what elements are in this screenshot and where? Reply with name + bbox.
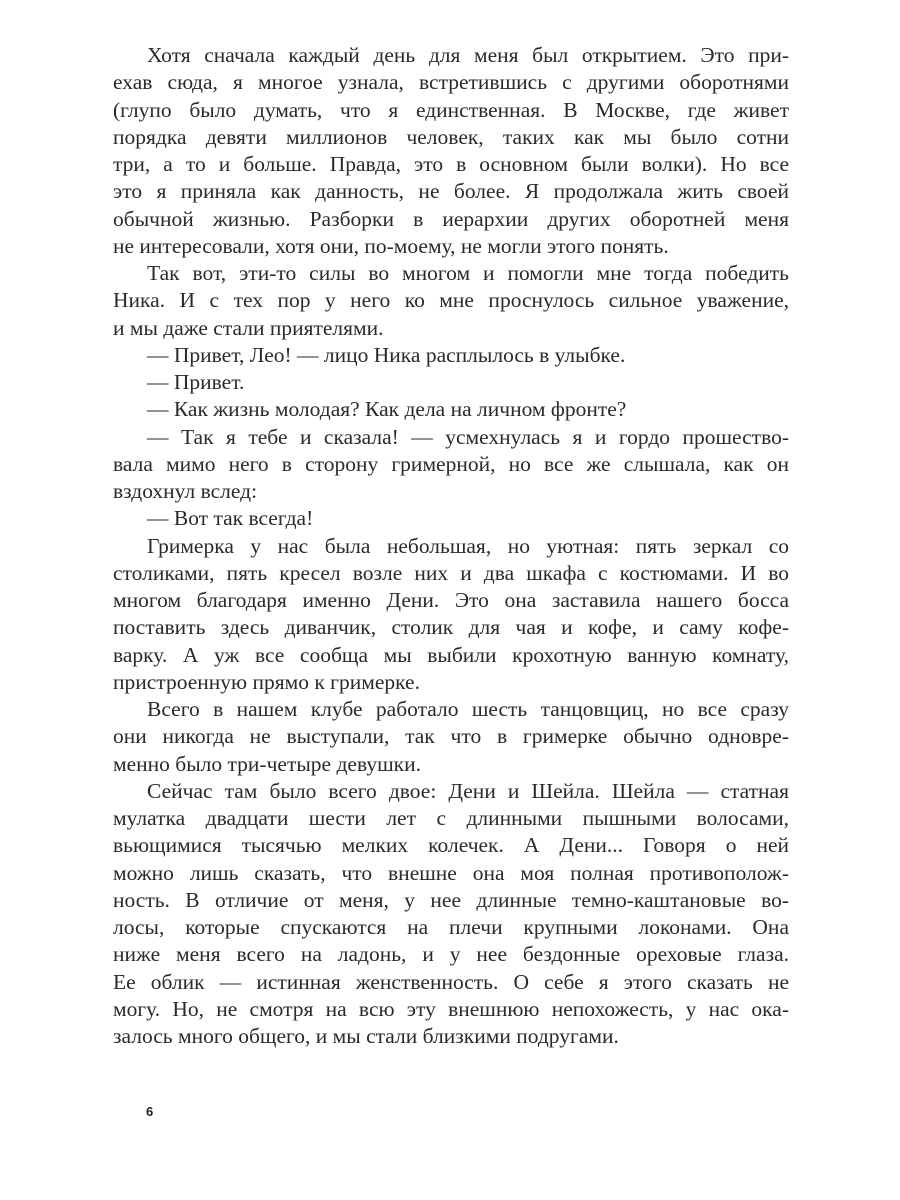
page-body-text (113, 42, 789, 1050)
text-line: и мы даже стали приятелями. (113, 315, 384, 340)
text-line: порядка девяти миллионов человек, таких как мы было сотни (113, 124, 789, 149)
text-line: Ника. И с тех пор у него ко мне проснулось сильное уважение, (113, 288, 789, 313)
text-line: поставить здесь диванчик, столик для чая и кофе, и саму кофе- (113, 615, 789, 640)
text-line: они никогда не выступали, так что в гримерке обычно одновре- (113, 724, 789, 749)
text-line: Всего в нашем клубе работало шесть танцовщиц, но все сразу (147, 697, 789, 721)
paragraph (113, 42, 789, 260)
text-line: Сейчас там было всего двое: Дени и Шейла. Шейла — статная (147, 778, 789, 803)
text-line: столиками, пять кресел возле них и два шкафа с костюмами. И во (113, 560, 789, 585)
text-line: вала мимо него в сторону гримерной, но все же слышала, как он (113, 451, 789, 476)
text-line: мулатка двадцати шести лет с длинными пышными волосами, (113, 806, 789, 830)
text-line: — Привет. (147, 370, 245, 394)
paragraph (113, 424, 789, 506)
text-line: — Вот так всегда! (147, 506, 314, 531)
text-line: — Как жизнь молодая? Как дела на личном фронте? (147, 397, 627, 422)
text-line: — Привет, Лео! — лицо Ника расплылось в улыбке. (147, 342, 626, 367)
text-line: Так вот, эти-то силы во многом и помогли мне тогда победить (147, 261, 789, 285)
text-line: Гримерка у нас была небольшая, но уютная: пять зеркал со (147, 533, 789, 558)
text-line: (глупо было думать, что я единственная. В Москве, где живет (113, 97, 789, 122)
paragraph (113, 396, 789, 423)
text-line: многом благодаря именно Дени. Это она заставила нашего босса (113, 588, 789, 612)
text-line: пристроенную прямо к гримерке. (113, 669, 420, 694)
paragraph (113, 369, 789, 396)
text-line: не интересовали, хотя они, по-моему, не могли этого понять. (113, 233, 669, 258)
paragraph (113, 260, 789, 342)
text-line: залось много общего, и мы стали близкими подругами. (113, 1024, 619, 1048)
paragraph (113, 778, 789, 1051)
paragraph (113, 533, 789, 697)
text-line: это я приняла как данность, не более. Я продолжала жить своей (113, 179, 789, 204)
paragraph (113, 342, 789, 369)
text-line: ехав сюда, я многое узнала, встретившись с другими оборотнями (113, 70, 789, 95)
text-line: лосы, которые спускаются на плечи крупными локонами. Она (113, 915, 789, 939)
text-line: могу. Но, не смотря на всю эту внешнюю непохожесть, у нас ока- (113, 996, 789, 1021)
page-number: 6 (146, 1104, 154, 1119)
text-line: три, а то и больше. Правда, это в основном были волки). Но все (113, 152, 789, 176)
text-line: варку. А уж все сообща мы выбили крохотную ванную комнату, (113, 642, 789, 667)
text-line: Хотя сначала каждый день для меня был открытием. Это при- (147, 43, 789, 67)
text-line: — Так я тебе и сказала! — усмехнулась я и гордо прошество- (147, 424, 789, 449)
paragraph (113, 696, 789, 778)
text-line: вздохнул вслед: (113, 479, 258, 503)
text-line: Ее облик — истинная женственность. О себе я этого сказать не (113, 969, 789, 994)
text-line: обычной жизнью. Разборки в иерархии других оборотней меня (113, 206, 789, 231)
text-line: менно было три-четыре девушки. (113, 751, 421, 776)
text-line: вьющимися тысячью мелких колечек. А Дени... Говоря о ней (113, 833, 789, 858)
text-line: ность. В отличие от меня, у нее длинные темно-каштановые во- (113, 887, 789, 912)
text-line: ниже меня всего на ладонь, и у нее бездонные ореховые глаза. (113, 942, 789, 967)
paragraph (113, 505, 789, 532)
text-line: можно лишь сказать, что внешне она моя полная противополож- (113, 860, 789, 885)
